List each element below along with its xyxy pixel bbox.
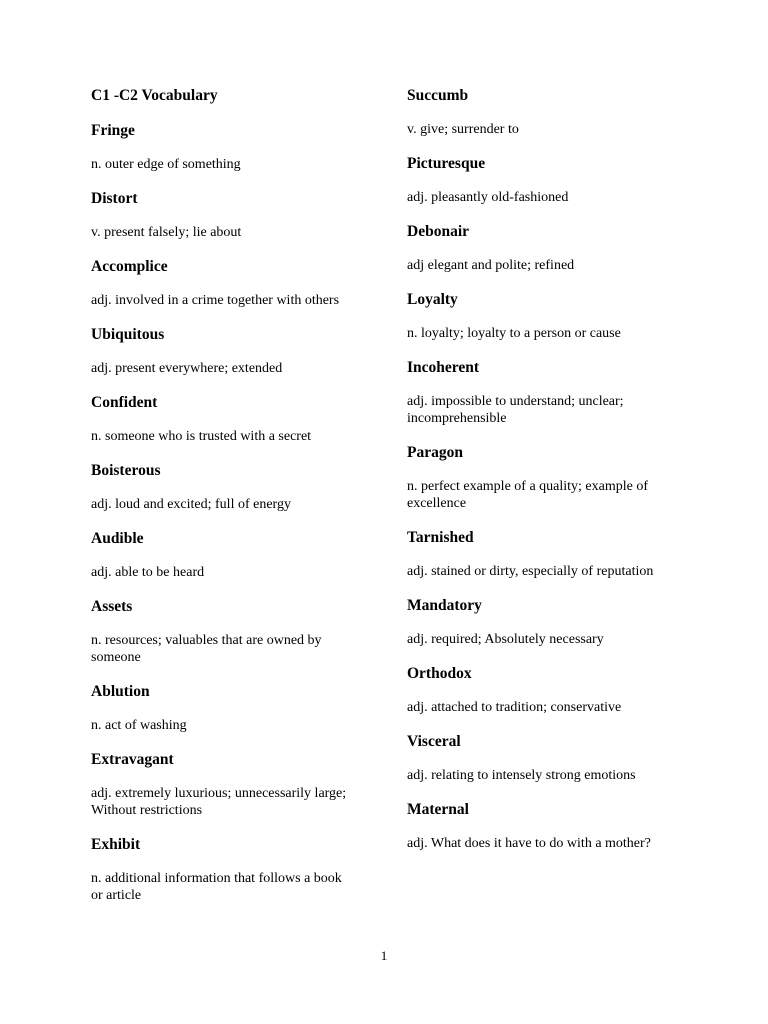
- vocab-term: Distort: [91, 190, 138, 207]
- vocab-term: Assets: [91, 598, 133, 615]
- vocab-term: Maternal: [407, 801, 469, 818]
- vocab-term: Visceral: [407, 733, 461, 750]
- vocab-definition: adj. required; Absolutely necessary: [407, 632, 604, 647]
- left-column: [91, 86, 381, 920]
- document-title: C1 -C2 Vocabulary: [91, 87, 218, 104]
- page-number: 1: [380, 948, 388, 963]
- vocab-definition: adj. able to be heard: [91, 565, 205, 580]
- vocab-term: Ubiquitous: [91, 326, 165, 343]
- vocab-term: Extravagant: [91, 751, 174, 768]
- vocab-definition: n. additional information that follows a book or article: [91, 871, 342, 903]
- vocab-definition: adj. pleasantly old-fashioned: [407, 190, 569, 205]
- vocab-definition: adj. attached to tradition; conservative: [407, 700, 622, 715]
- vocab-definition: v. present falsely; lie about: [91, 225, 242, 240]
- vocab-definition: n. resources; valuables that are owned by someone: [91, 633, 322, 665]
- vocab-term: Incoherent: [407, 359, 480, 376]
- vocab-term: Debonair: [407, 223, 469, 240]
- vocab-term: Ablution: [91, 683, 150, 700]
- vocab-definition: n. someone who is trusted with a secret: [91, 429, 312, 444]
- right-column: [407, 86, 697, 868]
- vocab-definition: n. act of washing: [91, 718, 187, 733]
- vocab-term: Confident: [91, 394, 158, 411]
- vocab-definition: v. give; surrender to: [407, 122, 519, 137]
- vocab-definition: adj. present everywhere; extended: [91, 361, 283, 376]
- vocab-term: Orthodox: [407, 665, 472, 682]
- vocab-term: Boisterous: [91, 462, 161, 479]
- vocab-term: Succumb: [407, 87, 469, 104]
- vocab-term: Exhibit: [91, 836, 141, 853]
- vocab-term: Accomplice: [91, 258, 168, 275]
- vocab-term: Audible: [91, 530, 144, 547]
- vocab-term: Tarnished: [407, 529, 474, 546]
- vocab-term: Mandatory: [407, 597, 482, 614]
- vocab-definition: adj. What does it have to do with a mother?: [407, 836, 651, 851]
- vocab-term: Loyalty: [407, 291, 458, 308]
- vocab-definition: adj. stained or dirty, especially of reputation: [407, 564, 654, 579]
- vocab-definition: n. outer edge of something: [91, 157, 241, 172]
- vocab-definition: n. perfect example of a quality; example of excellence: [407, 479, 649, 511]
- vocab-definition: adj. involved in a crime together with others: [91, 293, 340, 308]
- vocab-term: Picturesque: [407, 155, 486, 172]
- vocab-definition: adj. extremely luxurious; unnecessarily large; Without restrictions: [91, 786, 347, 818]
- vocab-term: Paragon: [407, 444, 463, 461]
- vocab-definition: adj. relating to intensely strong emotions: [407, 768, 636, 783]
- vocab-definition: adj elegant and polite; refined: [407, 258, 575, 273]
- vocab-definition: n. loyalty; loyalty to a person or cause: [407, 326, 621, 341]
- vocab-term: Fringe: [91, 122, 135, 139]
- vocab-definition: adj. loud and excited; full of energy: [91, 497, 291, 512]
- vocab-definition: adj. impossible to understand; unclear; incomprehensible: [407, 394, 624, 426]
